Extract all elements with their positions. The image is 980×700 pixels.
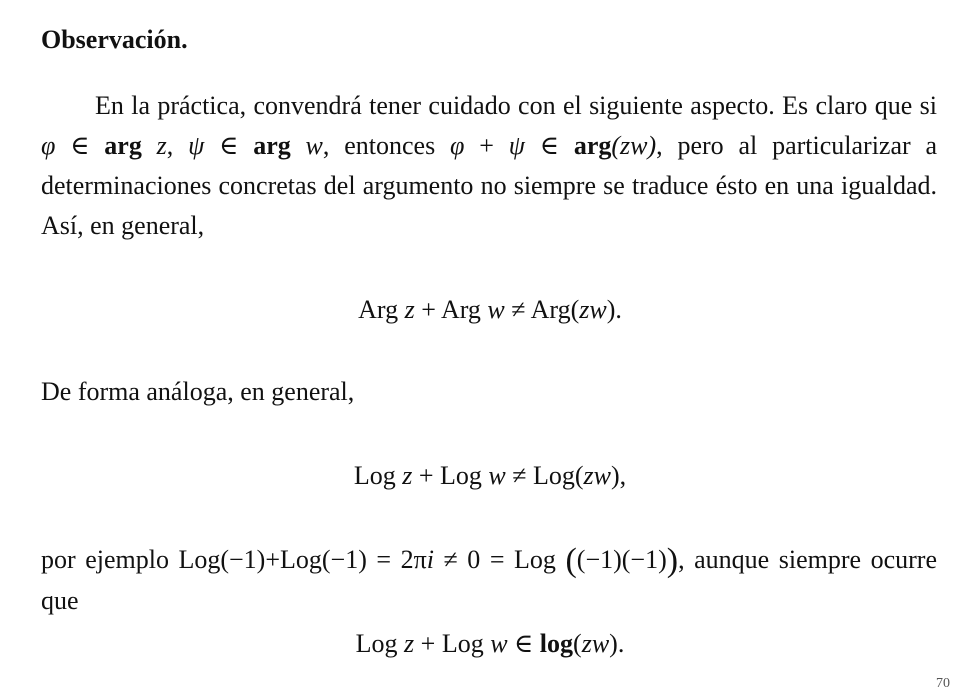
math-in: ∈ xyxy=(507,629,540,658)
math-product: (−1)(−1) xyxy=(576,545,667,574)
math-log-fn: + Log xyxy=(414,629,491,658)
math-w: w xyxy=(488,461,506,490)
math-arg: arg xyxy=(573,131,612,160)
math-arg-fn: + Arg xyxy=(414,295,488,324)
math-arg-fn: Arg xyxy=(358,295,405,324)
math-psi: ψ xyxy=(508,131,525,160)
math-zw: zw xyxy=(583,461,611,490)
math-arg: arg xyxy=(104,131,142,160)
math-z: z xyxy=(404,629,415,658)
section-heading: Observación. xyxy=(41,25,188,54)
math-close: ), xyxy=(611,461,627,490)
equation-arg xyxy=(0,290,980,330)
math-zw: zw xyxy=(581,629,610,658)
math-in: ∈ xyxy=(204,131,254,160)
text: , pero al particularizar a determinaciones concretas del argumento no siempre se traduce ésto en una igualdad. Así, en general, xyxy=(41,131,938,240)
math-close: ). xyxy=(606,295,622,324)
math-log-fn: + Log xyxy=(412,461,489,490)
math-log-set: log xyxy=(539,629,574,658)
math-phi: φ xyxy=(450,131,465,160)
paragraph-analog: De forma análoga, en general, xyxy=(41,377,355,406)
text: , xyxy=(166,131,189,160)
math-neq: ≠ Log( xyxy=(505,461,584,490)
math-open: ( xyxy=(573,629,582,658)
big-left-paren: ( xyxy=(565,542,577,579)
text: , aunque siempre ocurre que xyxy=(41,545,937,615)
math-zw: zw xyxy=(579,295,607,324)
math-plus: + xyxy=(464,131,509,160)
math-z: z xyxy=(141,131,167,160)
text: , entonces xyxy=(322,131,451,160)
math-psi: ψ xyxy=(188,131,205,160)
text: En la práctica, convendrá tener cuidado con el siguiente aspecto. Es claro que si xyxy=(95,91,937,120)
paragraph-example xyxy=(41,540,937,621)
math-phi: φ xyxy=(41,131,56,160)
math-neq: ≠ Arg( xyxy=(504,295,580,324)
math-z: z xyxy=(402,461,413,490)
math-arg: arg xyxy=(253,131,291,160)
math-in: ∈ xyxy=(55,131,105,160)
math-w: w xyxy=(487,295,505,324)
math-log-fn: Log xyxy=(353,461,403,490)
math-z: z xyxy=(404,295,415,324)
big-right-paren: ) xyxy=(666,542,679,579)
math-in: ∈ xyxy=(524,131,574,160)
math-w: w xyxy=(490,629,508,658)
math-i: i xyxy=(426,545,434,574)
text: por ejemplo Log(−1)+Log(−1) = 2π xyxy=(41,545,427,574)
text: ≠ 0 = Log xyxy=(433,545,566,574)
math-w: w xyxy=(290,131,323,160)
page-number: 70 xyxy=(936,676,950,691)
math-close: ). xyxy=(609,629,625,658)
equation-log xyxy=(0,456,980,496)
math-log-fn: Log xyxy=(355,629,405,658)
equation-log-membership xyxy=(0,624,980,664)
math-zw: (zw) xyxy=(611,131,657,160)
paragraph-intro xyxy=(41,86,937,246)
